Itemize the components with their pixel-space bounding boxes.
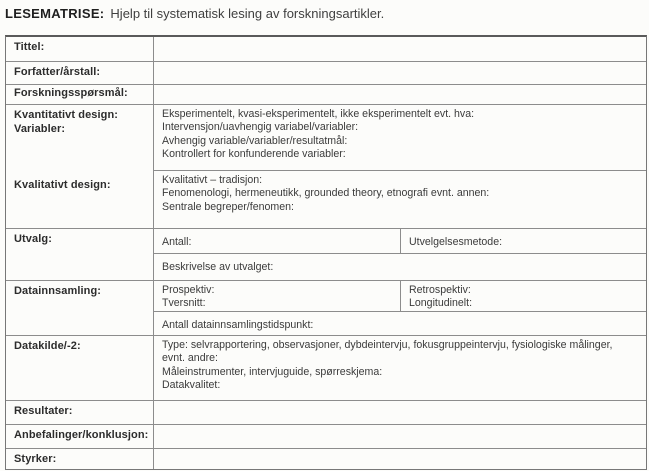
kvalitativt-design-label: Kvalitativt design: bbox=[14, 179, 111, 191]
row-kvantitativt-design bbox=[6, 104, 646, 170]
kvantitativt-design-label: Kvantitativt design: bbox=[14, 109, 119, 121]
row-datakilde bbox=[6, 335, 646, 400]
tittel-label: Tittel: bbox=[14, 41, 45, 53]
label-cell-resultater bbox=[6, 401, 154, 424]
kvalitativt-line-begreper: Sentrale begreper/fenomen: bbox=[162, 200, 294, 213]
row-resultater bbox=[6, 400, 646, 424]
value-cell-styrker bbox=[154, 449, 646, 469]
resultater-label: Resultater: bbox=[14, 405, 73, 417]
datainnsamling-label: Datainnsamling: bbox=[14, 285, 102, 297]
utvelgelsesmetode-label: Utvelgelsesmetode: bbox=[409, 236, 503, 248]
antall-cell bbox=[154, 229, 400, 253]
longitudinelt-label: Longitudinelt: bbox=[409, 297, 473, 310]
datainnsamling-subrow-design bbox=[154, 281, 646, 312]
row-utvalg bbox=[6, 228, 646, 280]
kvantitativt-line-kontrollert: Kontrollert for konfunderende variabler: bbox=[162, 148, 346, 161]
prospektiv-label: Prospektiv: bbox=[162, 284, 215, 296]
label-cell-forskningssporsmal bbox=[6, 85, 154, 104]
label-cell-styrker bbox=[6, 449, 154, 469]
anbefalinger-label: Anbefalinger/konklusjon: bbox=[14, 429, 149, 441]
label-cell-kvantitativt bbox=[6, 105, 154, 170]
value-cell-datainnsamling bbox=[154, 281, 646, 335]
row-forfatter bbox=[6, 61, 646, 84]
styrker-label: Styrker: bbox=[14, 453, 57, 465]
label-cell-tittel bbox=[6, 37, 154, 61]
label-cell-utvalg bbox=[6, 229, 154, 280]
value-cell-anbefalinger bbox=[154, 425, 646, 448]
prospektiv-tversnitt-cell bbox=[154, 281, 400, 311]
value-cell-resultater bbox=[154, 401, 646, 424]
document-title-label: LESEMATRISE: bbox=[5, 6, 105, 21]
value-cell-forfatter bbox=[154, 62, 646, 84]
label-cell-anbefalinger bbox=[6, 425, 154, 448]
forfatter-label: Forfatter/årstall: bbox=[14, 66, 101, 78]
value-cell-kvantitativt bbox=[154, 105, 646, 170]
row-tittel bbox=[6, 37, 646, 61]
beskrivelse-label: Beskrivelse av utvalget: bbox=[162, 261, 274, 273]
row-datainnsamling bbox=[6, 280, 646, 335]
value-cell-tittel bbox=[154, 37, 646, 61]
utvalg-label: Utvalg: bbox=[14, 233, 52, 245]
forskningssporsmal-label: Forskningsspørsmål: bbox=[14, 87, 128, 99]
kvalitativt-line-tradisjon: Kvalitativt – tradisjon: bbox=[162, 174, 263, 186]
kvantitativt-line-avhengig: Avhengig variable/variabler/resultatmål: bbox=[162, 134, 348, 147]
label-cell-datainnsamling bbox=[6, 281, 154, 335]
variabler-label: Variabler: bbox=[14, 122, 66, 135]
row-styrker bbox=[6, 448, 646, 469]
label-cell-forfatter bbox=[6, 62, 154, 84]
value-cell-utvalg bbox=[154, 229, 646, 280]
label-cell-datakilde bbox=[6, 336, 154, 400]
row-anbefalinger bbox=[6, 424, 646, 448]
datakilde-line-type: Type: selvrapportering, observasjoner, dybdeintervju, fokusgruppeintervju, fysiologiske målinger, evnt. andre: bbox=[162, 339, 613, 365]
row-forskningssporsmal bbox=[6, 84, 646, 104]
datakilde-label: Datakilde/-2: bbox=[14, 340, 81, 352]
beskrivelse-cell bbox=[154, 254, 646, 280]
value-cell-forskningssporsmal bbox=[154, 85, 646, 104]
kvantitativt-line-eksperimentelt: Eksperimentelt, kvasi-eksperimentelt, ikke eksperimentelt evt. hva: bbox=[162, 108, 475, 120]
kvalitativt-line-fenomenologi: Fenomenologi, hermeneutikk, grounded theory, etnografi evnt. annen: bbox=[162, 187, 490, 200]
utvalg-subrow-antall bbox=[154, 229, 646, 254]
kvantitativt-line-intervensjon: Intervensjon/uavhengig variabel/variabler: bbox=[162, 121, 359, 134]
antall-tidspunkt-label: Antall datainnsamlingstidspunkt: bbox=[162, 319, 314, 331]
datakilde-line-datakvalitet: Datakvalitet: bbox=[162, 379, 221, 392]
antall-label: Antall: bbox=[162, 236, 192, 248]
document-subtitle: Hjelp til systematisk lesing av forskningsartikler. bbox=[110, 6, 385, 21]
label-cell-kvalitativt bbox=[6, 170, 154, 228]
lesematrise-table bbox=[5, 35, 647, 470]
datakilde-line-maleinstrumenter: Måleinstrumenter, intervjuguide, spørreskjema: bbox=[162, 365, 383, 378]
retrospektiv-longitudinelt-cell bbox=[400, 281, 646, 311]
utvelgelsesmetode-cell bbox=[400, 229, 646, 253]
antall-tidspunkt-cell bbox=[154, 312, 646, 335]
row-kvalitativt-design bbox=[6, 170, 646, 228]
retrospektiv-label: Retrospektiv: bbox=[409, 284, 471, 296]
value-cell-kvalitativt bbox=[154, 170, 646, 228]
tversnitt-label: Tversnitt: bbox=[162, 297, 206, 310]
document-title bbox=[0, 0, 649, 21]
value-cell-datakilde bbox=[154, 336, 646, 400]
